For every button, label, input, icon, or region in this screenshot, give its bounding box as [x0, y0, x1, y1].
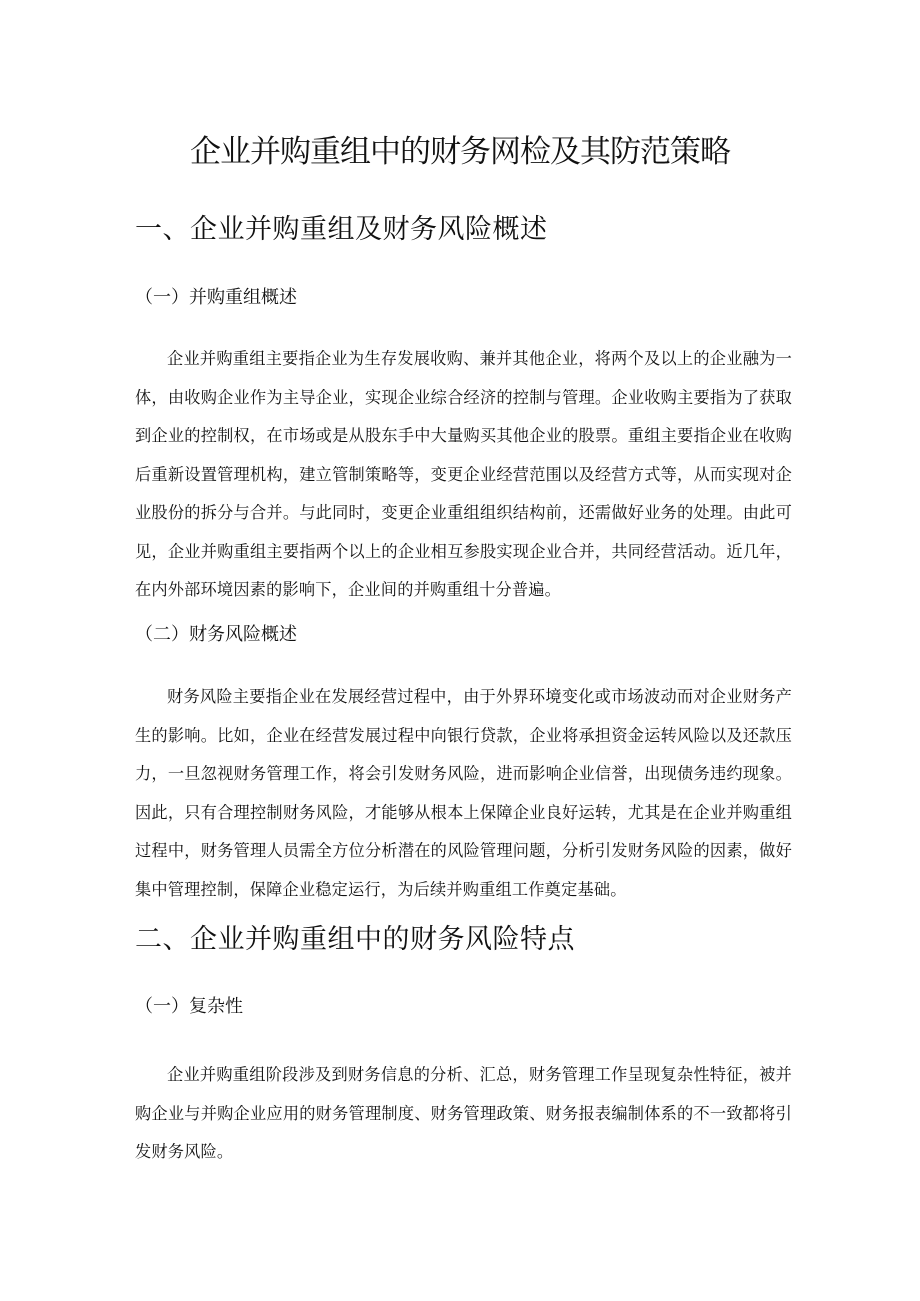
document-title: 企业并购重组中的财务网检及其防范策略: [190, 134, 730, 170]
section-1-2-paragraph: 财务风险主要指企业在发展经营过程中，由于外界环境变化或市场波动而对企业财务产生的影响。比如，企业在经营发展过程中向银行贷款，企业将承担资金运转风险以及还款压力，一旦忽视财务管理工作，将会引发财务风险，进而影响企业信誉，出现债务违约现象。因此，只有合理控制财务风险，才能够从根本上保障企业良好运转，尤其是在企业并购重组过程中，财务管理人员需全方位分析潜在的风险管理问题，分析引发财务风险的因素，做好集中管理控制，保障企业稳定运行，为后续并购重组工作奠定基础。: [135, 687, 792, 899]
section-1-1-paragraph: 企业并购重组主要指企业为生存发展收购、兼并其他企业，将两个及以上的企业融为一体，由收购企业作为主导企业，实现企业综合经济的控制与管理。企业收购主要指为了获取到企业的控制权，在市场或是从股东手中大量购买其他企业的股票。重组主要指企业在收购后重新设置管理机构，建立管制策略等，变更企业经营范围以及经营方式等，从而实现对企业股份的拆分与合并。与此同时，变更企业重组组织结构前，还需做好业务的处理。由此可见，企业并购重组主要指两个以上的企业相互参股实现企业合并，共同经营活动。近几年，在内外部环境因素的影响下，企业间的并购重组十分普遍。: [135, 349, 792, 599]
section-2-1-paragraph: 企业并购重组阶段涉及到财务信息的分析、汇总，财务管理工作呈现复杂性特征，被并购企业与并购企业应用的财务管理制度、财务管理政策、财务报表编制体系的不一致都将引发财务风险。: [135, 1065, 792, 1161]
section-1-1-heading: （一）并购重组概述: [135, 287, 297, 308]
section-2-1-heading: （一）复杂性: [135, 996, 243, 1017]
section-1-2-heading: （二）财务风险概述: [135, 624, 297, 645]
section-1-heading: 一、企业并购重组及财务风险概述: [135, 214, 548, 245]
section-2-heading: 二、企业并购重组中的财务风险特点: [135, 924, 575, 955]
